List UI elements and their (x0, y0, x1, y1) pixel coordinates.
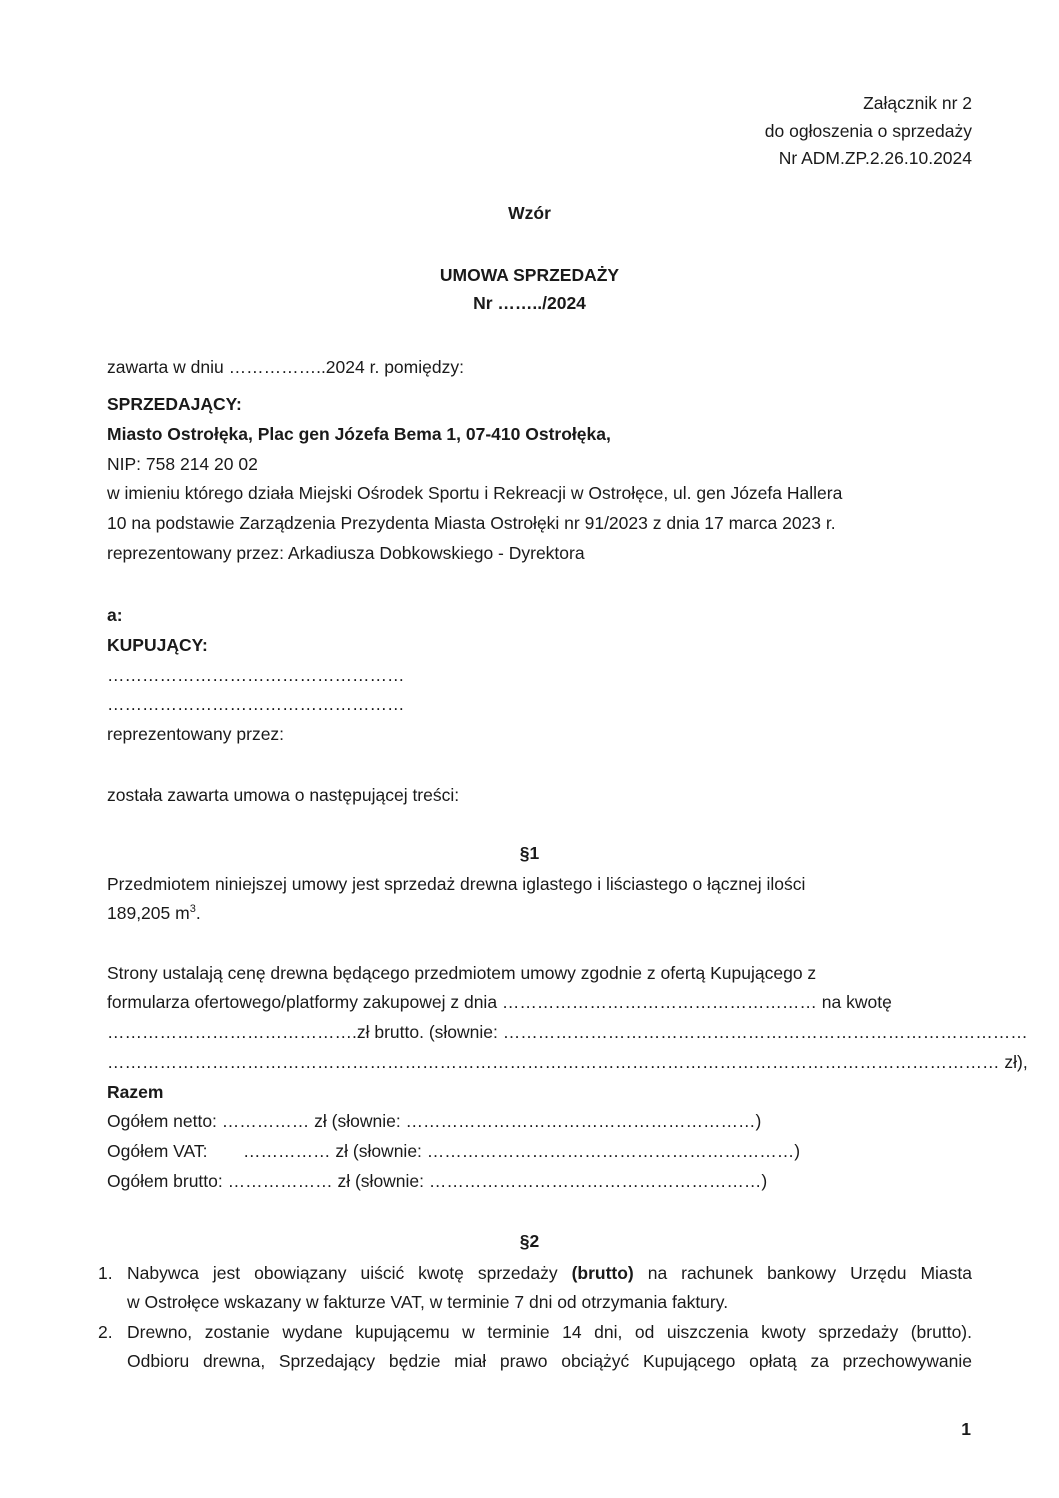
s1-unit-exponent: 3 (189, 903, 196, 916)
s1-price-line1: Strony ustalają cenę drewna będącego przedmiotem umowy zgodnie z ofertą Kupującego z (107, 963, 817, 983)
s2-item-1-text-b: na rachunek bankowy Urzędu Miasta (633, 1263, 972, 1283)
buyer-blank-line2: …………………………………………… (107, 694, 405, 714)
seller-name: Miasto Ostrołęka, Plac gen Józefa Bema 1, 07-410 Ostrołęka, (107, 424, 611, 444)
section-2-heading: §2 (519, 1231, 540, 1251)
s1-period: . (195, 903, 201, 923)
buyer-blank-line1: …………………………………………… (107, 665, 405, 685)
s1-price-line2: formularza ofertowego/platformy zakupowej z dnia ……………………………………………… na kwotę (107, 992, 892, 1012)
seller-representative: reprezentowany przez: Arkadiusza Dobkowskiego - Dyrektora (107, 543, 585, 563)
page-number: 1 (961, 1419, 971, 1439)
s2-item-2-number: 2. (98, 1322, 113, 1342)
total-vat-label: Ogółem VAT: (107, 1141, 208, 1161)
seller-acting-line1: w imieniu którego działa Miejski Ośrodek Sportu i Rekreacji w Ostrołęce, ul. gen Józefa Hallera (107, 483, 843, 503)
seller-nip: NIP: 758 214 20 02 (107, 454, 258, 474)
total-gross: Ogółem brutto: ……………… zł (słownie: …………………………………………………) (107, 1171, 768, 1191)
total-heading: Razem (107, 1082, 164, 1102)
s2-item-2-line1: Drewno, zostanie wydane kupującemu w terminie 14 dni, od uiszczenia kwoty sprzedaży (brutto). (127, 1322, 972, 1342)
contract-concluded-line: została zawarta umowa o następującej treści: (107, 785, 460, 805)
seller-acting-line2: 10 na podstawie Zarządzenia Prezydenta Miasta Ostrołęki nr 91/2023 z dnia 17 marca 2023 r. (107, 513, 836, 533)
attachment-number: Załącznik nr 2 (863, 93, 972, 113)
announcement-number: Nr ADM.ZP.2.26.10.2024 (778, 148, 972, 168)
s2-item-1-line2: w Ostrołęce wskazany w fakturze VAT, w terminie 7 dni od otrzymania faktury. (127, 1292, 729, 1312)
s2-item-2-line2: Odbioru drewna, Sprzedający będzie miał prawo obciążyć Kupującego opłatą za przechowywanie (127, 1351, 972, 1371)
total-vat-value: …………… zł (słownie: ………………………………………………………) (243, 1141, 801, 1161)
buyer-representative: reprezentowany przez: (107, 724, 285, 744)
s1-subject-line2 (107, 902, 201, 924)
s1-price-line3: …………………………………….zł brutto. (słownie: ……………………………………………………………………………… (107, 1022, 1028, 1042)
s2-item-1-gross: (brutto) (571, 1263, 634, 1283)
attachment-reference: do ogłoszenia o sprzedaży (764, 121, 972, 141)
contract-number: Nr ……../2024 (473, 293, 586, 313)
conjunction-a: a: (107, 605, 123, 625)
total-net: Ogółem netto: …………… zł (słownie: ……………………………………………………) (107, 1111, 762, 1131)
s2-item-1-line1 (127, 1262, 972, 1284)
s2-item-1-number: 1. (98, 1263, 113, 1283)
seller-label: SPRZEDAJĄCY: (107, 394, 242, 414)
document-title: UMOWA SPRZEDAŻY (439, 265, 620, 285)
s1-subject-line1: Przedmiotem niniejszej umowy jest sprzedaż drewna iglastego i liściastego o łącznej ilości (107, 874, 806, 894)
section-1-heading: §1 (519, 843, 540, 863)
s1-price-line4: ……………………………………………………………………………………………………………………………………… zł), (107, 1052, 1028, 1072)
buyer-label: KUPUJĄCY: (107, 635, 208, 655)
s2-item-1-text-a: Nabywca jest obowiązany uiścić kwotę sprzedaży (127, 1263, 572, 1283)
template-label: Wzór (508, 203, 551, 223)
contract-date-line: zawarta w dniu ……………..2024 r. pomiędzy: (107, 357, 464, 377)
s1-quantity: 189,205 m (107, 903, 190, 923)
